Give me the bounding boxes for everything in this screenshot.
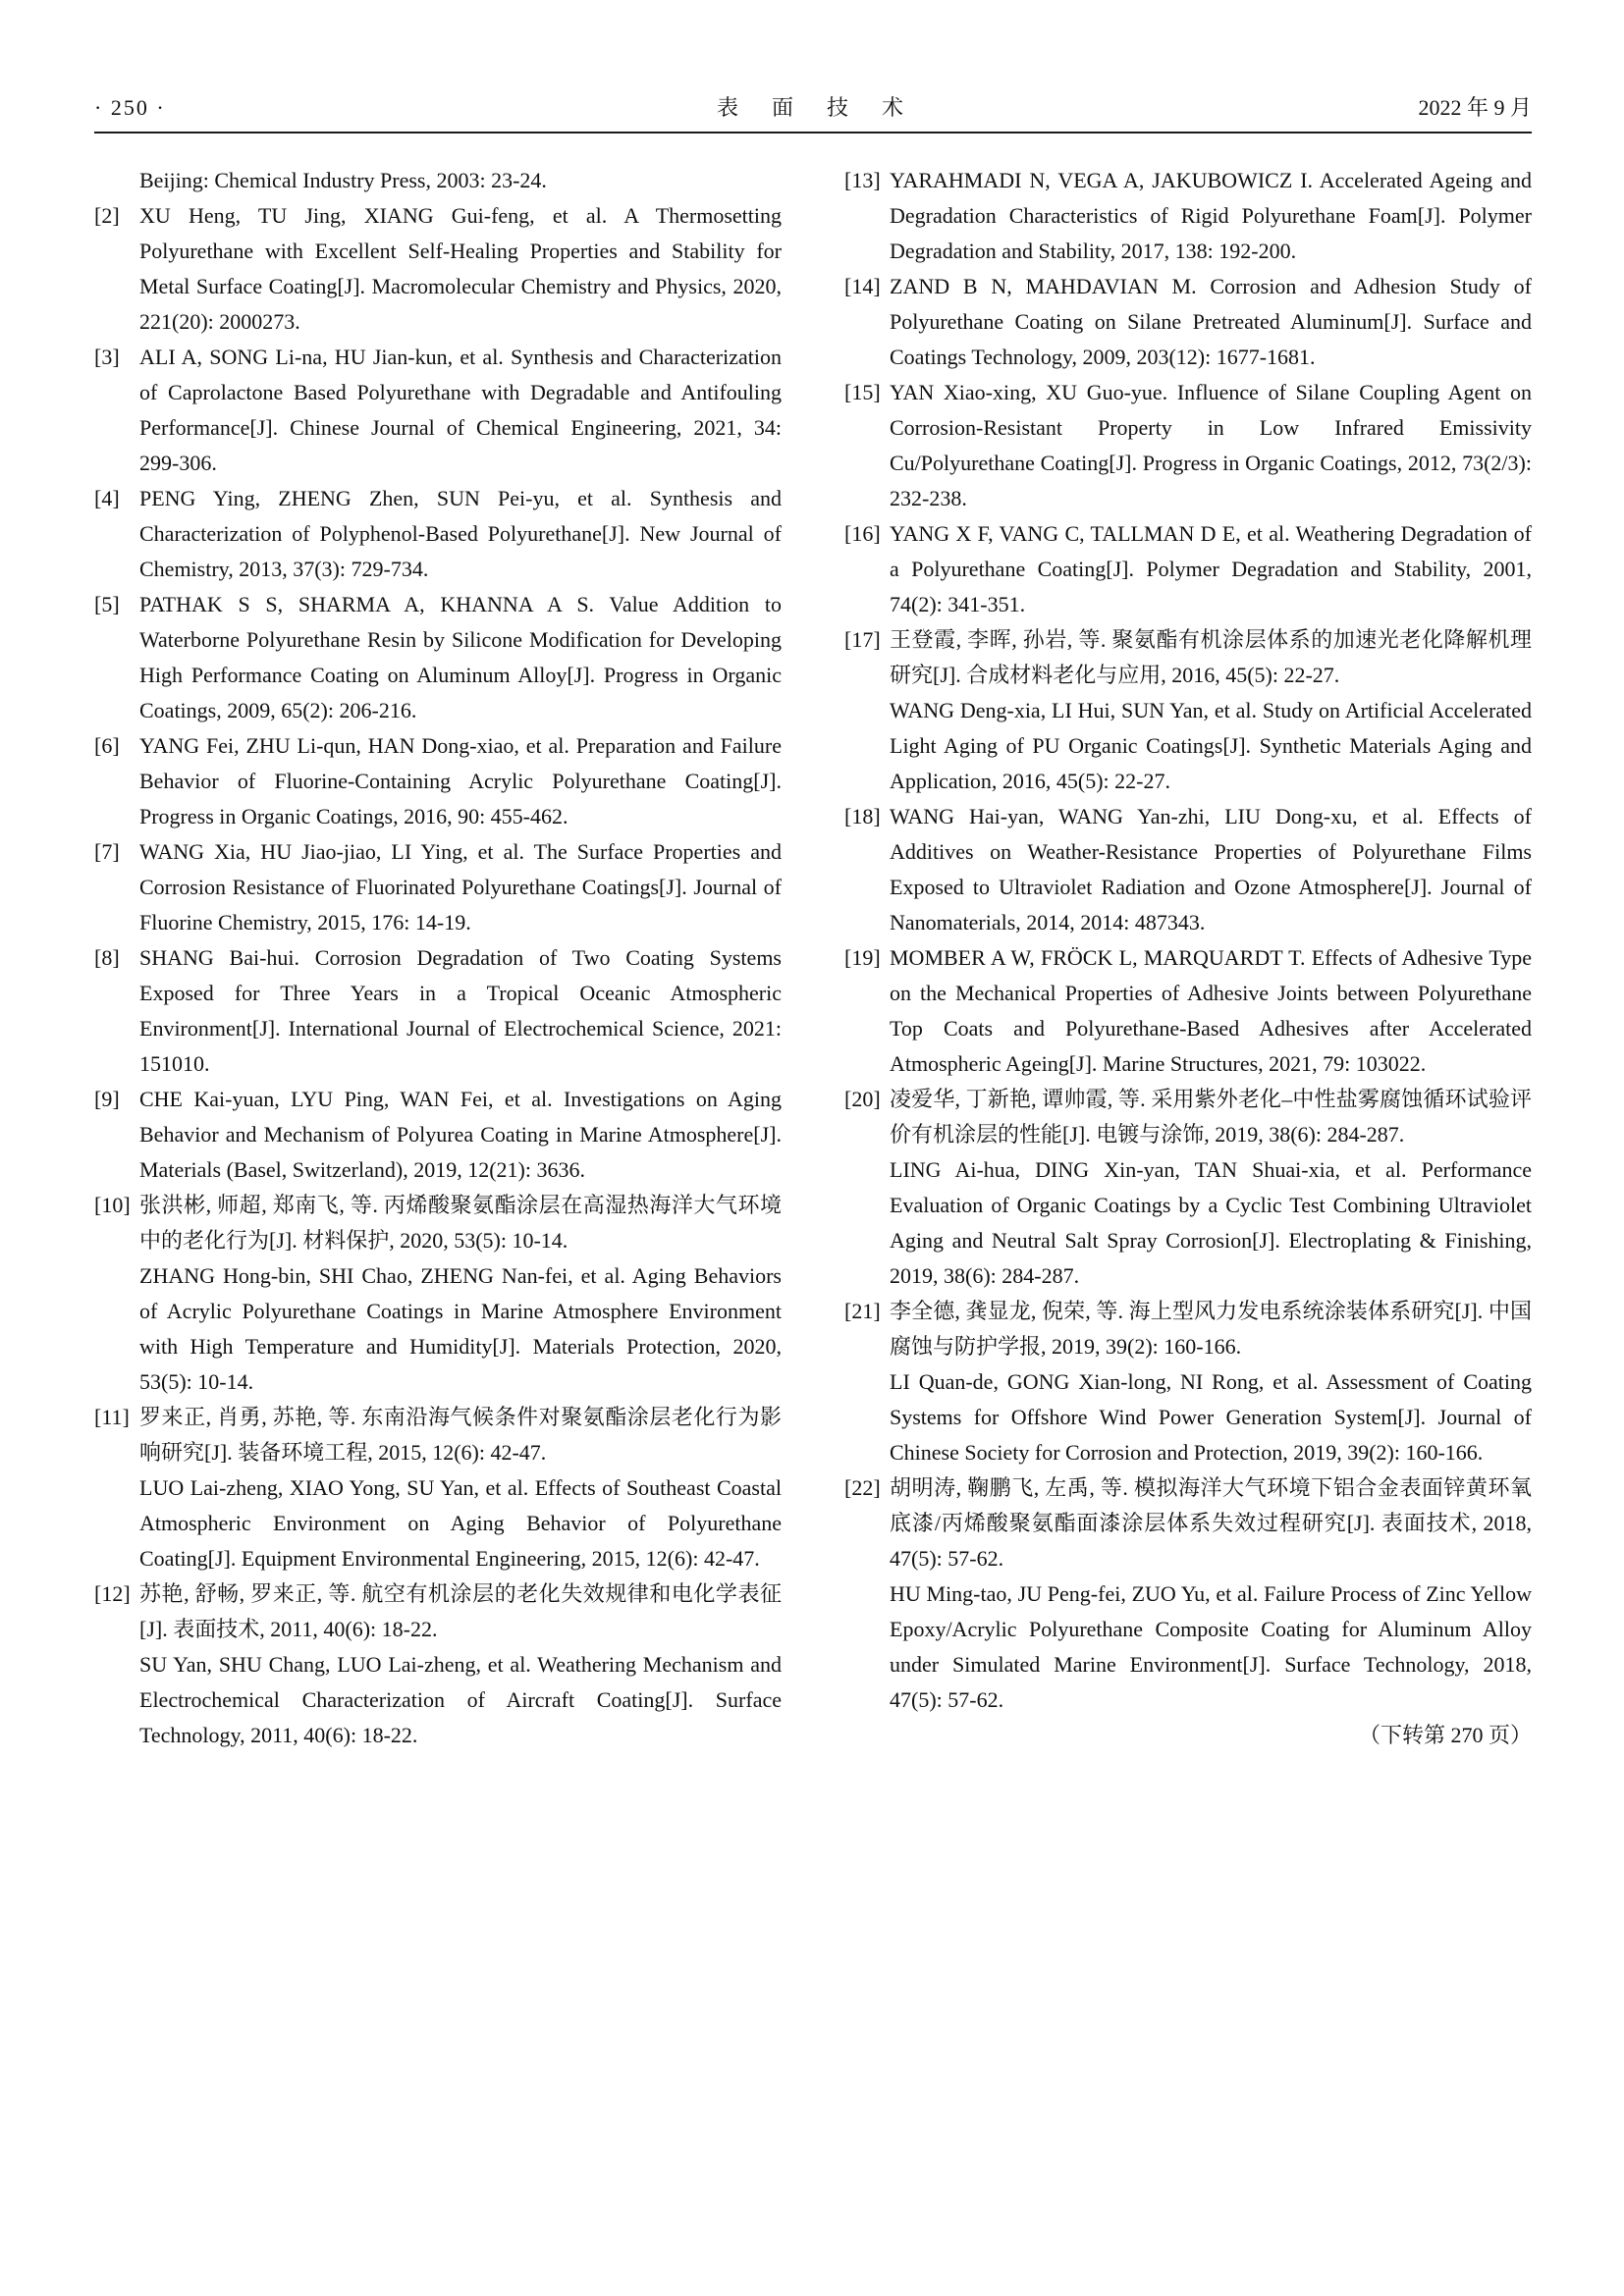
reference-entry bbox=[844, 1294, 1532, 1470]
reference-text: 凌爱华, 丁新艳, 谭帅霞, 等. 采用紫外老化–中性盐雾腐蚀循环试验评价有机涂层的性能[J]. 电镀与涂饰, 2019, 38(6): 284-287. bbox=[890, 1087, 1532, 1147]
reference-entry bbox=[844, 375, 1532, 516]
reference-entry bbox=[94, 1400, 782, 1576]
reference-number: [14] bbox=[844, 274, 881, 298]
reference-text: HU Ming-tao, JU Peng-fei, ZUO Yu, et al. Failure Process of Zinc Yellow Epoxy/Acrylic Polyurethane Composite Coating for Aluminum Alloy under Simulated Marine Environment[J]. Surface Technology, 2018, 47(5): 57-62. bbox=[890, 1581, 1532, 1712]
issue-date: 2022 年 9 月 bbox=[1418, 95, 1532, 120]
reference-number: [7] bbox=[94, 839, 120, 864]
reference-entry bbox=[94, 1576, 782, 1753]
journal-title: 表 面 技 术 bbox=[716, 95, 909, 120]
reference-entry bbox=[844, 516, 1532, 622]
reference-number: [17] bbox=[844, 627, 881, 652]
reference-entry bbox=[844, 269, 1532, 375]
reference-entry bbox=[94, 1188, 782, 1400]
reference-body bbox=[139, 1400, 782, 1576]
reference-body bbox=[139, 940, 782, 1082]
reference-text: LI Quan-de, GONG Xian-long, NI Rong, et al. Assessment of Coating Systems for Offshore Wind Power Generation System[J]. Journal of Chinese Society for Corrosion and Protection, 2019, 39(2): 160-166. bbox=[890, 1369, 1532, 1465]
reference-entry bbox=[94, 1082, 782, 1188]
reference-number: [15] bbox=[844, 380, 881, 404]
reference-text: SU Yan, SHU Chang, LUO Lai-zheng, et al. Weathering Mechanism and Electrochemical Characterization of Aircraft Coating[J]. Surface Technology, 2011, 40(6): 18-22. bbox=[139, 1652, 782, 1747]
reference-number: [3] bbox=[94, 345, 120, 369]
page-header bbox=[94, 94, 1532, 133]
right-column bbox=[844, 163, 1532, 1753]
reference-text: ALI A, SONG Li-na, HU Jian-kun, et al. Synthesis and Characterization of Caprolactone Based Polyurethane with Degradable and Antifouling Performance[J]. Chinese Journal of Chemical Engineering, 2021, 34: 299-306. bbox=[139, 345, 782, 475]
reference-body bbox=[890, 163, 1532, 269]
reference-entry bbox=[844, 622, 1532, 799]
reference-text: YANG X F, VANG C, TALLMAN D E, et al. Weathering Degradation of a Polyurethane Coating[J]. Polymer Degradation and Stability, 2001, 74(2): 341-351. bbox=[890, 521, 1532, 616]
reference-entry bbox=[94, 481, 782, 587]
reference-number: [10] bbox=[94, 1193, 131, 1217]
reference-text: PATHAK S S, SHARMA A, KHANNA A S. Value Addition to Waterborne Polyurethane Resin by Silicone Modification for Developing High Performance Coating on Aluminum Alloy[J]. Progress in Organic Coatings, 2009, 65(2): 206-216. bbox=[139, 592, 782, 722]
page-number: · 250 · bbox=[94, 95, 166, 120]
reference-number: [13] bbox=[844, 168, 881, 192]
reference-body bbox=[139, 834, 782, 940]
reference-number: [2] bbox=[94, 203, 120, 228]
reference-entry bbox=[844, 1082, 1532, 1294]
reference-number: [19] bbox=[844, 945, 881, 970]
reference-text: ZHANG Hong-bin, SHI Chao, ZHENG Nan-fei, et al. Aging Behaviors of Acrylic Polyurethane Coatings in Marine Atmosphere Environment with High Temperature and Humidity[J]. Materials Protection, 2020, 53(5): 10-14. bbox=[139, 1263, 782, 1394]
reference-text: 张洪彬, 师超, 郑南飞, 等. 丙烯酸聚氨酯涂层在高湿热海洋大气环境中的老化行为[J]. 材料保护, 2020, 53(5): 10-14. bbox=[139, 1193, 782, 1253]
reference-text: YARAHMADI N, VEGA A, JAKUBOWICZ I. Accelerated Ageing and Degradation Characteristics of Rigid Polyurethane Foam[J]. Polymer Degradation and Stability, 2017, 138: 192-200. bbox=[890, 168, 1532, 263]
reference-body bbox=[890, 516, 1532, 622]
reference-text: WANG Deng-xia, LI Hui, SUN Yan, et al. Study on Artificial Accelerated Light Aging of PU Organic Coatings[J]. Synthetic Materials Aging and Application, 2016, 45(5): 22-27. bbox=[890, 698, 1532, 793]
reference-text: Beijing: Chemical Industry Press, 2003: 23-24. bbox=[139, 168, 547, 192]
reference-text: PENG Ying, ZHENG Zhen, SUN Pei-yu, et al. Synthesis and Characterization of Polyphenol-Based Polyurethane[J]. New Journal of Chemistry, 2013, 37(3): 729-734. bbox=[139, 486, 782, 581]
reference-number: [18] bbox=[844, 804, 881, 828]
reference-text: WANG Hai-yan, WANG Yan-zhi, LIU Dong-xu, et al. Effects of Additives on Weather-Resistance Properties of Polyurethane Films Exposed to Ultraviolet Radiation and Ozone Atmosphere[J]. Journal of Nanomaterials, 2014, 2014: 487343. bbox=[890, 804, 1532, 934]
reference-text: 王登霞, 李晖, 孙岩, 等. 聚氨酯有机涂层体系的加速光老化降解机理研究[J]. 合成材料老化与应用, 2016, 45(5): 22-27. bbox=[890, 627, 1532, 687]
reference-body bbox=[139, 198, 782, 340]
reference-entry bbox=[94, 834, 782, 940]
reference-number: [22] bbox=[844, 1475, 881, 1500]
reference-body bbox=[139, 340, 782, 481]
reference-number: [21] bbox=[844, 1299, 881, 1323]
reference-body bbox=[890, 375, 1532, 516]
reference-number: [8] bbox=[94, 945, 120, 970]
reference-text: 李全德, 龚显龙, 倪荣, 等. 海上型风力发电系统涂装体系研究[J]. 中国腐蚀与防护学报, 2019, 39(2): 160-166. bbox=[890, 1299, 1532, 1359]
reference-body bbox=[139, 1082, 782, 1188]
reference-body bbox=[890, 1082, 1532, 1294]
reference-body bbox=[890, 799, 1532, 940]
reference-text: LUO Lai-zheng, XIAO Yong, SU Yan, et al. Effects of Southeast Coastal Atmospheric Environment on Aging Behavior of Polyurethane Coating[J]. Equipment Environmental Engineering, 2015, 12(6): 42-47. bbox=[139, 1475, 782, 1571]
reference-number: [16] bbox=[844, 521, 881, 546]
reference-entry bbox=[844, 1470, 1532, 1718]
left-column-references bbox=[94, 163, 782, 1753]
reference-body bbox=[139, 1576, 782, 1753]
reference-entry bbox=[94, 940, 782, 1082]
reference-text: SHANG Bai-hui. Corrosion Degradation of Two Coating Systems Exposed for Three Years in a Tropical Oceanic Atmospheric Environment[J]. International Journal of Electrochemical Science, 2021: 151010. bbox=[139, 945, 782, 1076]
references-section bbox=[94, 163, 1532, 1753]
reference-entry bbox=[94, 587, 782, 728]
reference-entry bbox=[94, 728, 782, 834]
reference-text: ZAND B N, MAHDAVIAN M. Corrosion and Adhesion Study of Polyurethane Coating on Silane Pretreated Aluminum[J]. Surface and Coatings Technology, 2009, 203(12): 1677-1681. bbox=[890, 274, 1532, 369]
reference-entry bbox=[94, 163, 782, 198]
reference-entry bbox=[94, 340, 782, 481]
reference-text: 胡明涛, 鞠鹏飞, 左禹, 等. 模拟海洋大气环境下铝合金表面锌黄环氧底漆/丙烯酸聚氨酯面漆涂层体系失效过程研究[J]. 表面技术, 2018, 47(5): 57-62. bbox=[890, 1475, 1532, 1571]
reference-text: YAN Xiao-xing, XU Guo-yue. Influence of Silane Coupling Agent on Corrosion-Resistant Property in Low Infrared Emissivity Cu/Polyurethane Coating[J]. Progress in Organic Coatings, 2012, 73(2/3): 232-238. bbox=[890, 380, 1532, 510]
reference-number: [11] bbox=[94, 1405, 130, 1429]
reference-number bbox=[94, 163, 139, 198]
reference-number: [5] bbox=[94, 592, 120, 616]
reference-entry bbox=[844, 799, 1532, 940]
reference-body bbox=[139, 587, 782, 728]
right-column-references bbox=[844, 163, 1532, 1718]
reference-number: [12] bbox=[94, 1581, 131, 1606]
reference-text: WANG Xia, HU Jiao-jiao, LI Ying, et al. The Surface Properties and Corrosion Resistance of Fluorinated Polyurethane Coatings[J]. Journal of Fluorine Chemistry, 2015, 176: 14-19. bbox=[139, 839, 782, 934]
reference-body bbox=[890, 269, 1532, 375]
reference-body bbox=[890, 1470, 1532, 1718]
left-column bbox=[94, 163, 782, 1753]
reference-text: 罗来正, 肖勇, 苏艳, 等. 东南沿海气候条件对聚氨酯涂层老化行为影响研究[J]. 装备环境工程, 2015, 12(6): 42-47. bbox=[139, 1405, 782, 1465]
reference-text: LING Ai-hua, DING Xin-yan, TAN Shuai-xia, et al. Performance Evaluation of Organic Coatings by a Cyclic Test Combining Ultraviolet Aging and Neutral Salt Spray Corrosion[J]. Electroplating & Finishing, 2019, 38(6): 284-287. bbox=[890, 1157, 1532, 1288]
reference-body bbox=[139, 163, 782, 198]
reference-body bbox=[139, 481, 782, 587]
reference-body bbox=[890, 1294, 1532, 1470]
reference-entry bbox=[94, 198, 782, 340]
reference-body bbox=[890, 622, 1532, 799]
reference-number: [9] bbox=[94, 1087, 120, 1111]
reference-entry bbox=[844, 163, 1532, 269]
reference-number: [6] bbox=[94, 733, 120, 758]
reference-entry bbox=[844, 940, 1532, 1082]
continued-on-page-note: （下转第 270 页） bbox=[1358, 1723, 1532, 1747]
reference-body bbox=[139, 728, 782, 834]
reference-body bbox=[890, 940, 1532, 1082]
reference-text: YANG Fei, ZHU Li-qun, HAN Dong-xiao, et al. Preparation and Failure Behavior of Fluorine-Containing Acrylic Polyurethane Coating[J]. Progress in Organic Coatings, 2016, 90: 455-462. bbox=[139, 733, 782, 828]
reference-number: [20] bbox=[844, 1087, 881, 1111]
reference-text: CHE Kai-yuan, LYU Ping, WAN Fei, et al. Investigations on Aging Behavior and Mechanism of Polyurea Coating in Marine Atmosphere[J]. Materials (Basel, Switzerland), 2019, 12(21): 3636. bbox=[139, 1087, 782, 1182]
reference-text: XU Heng, TU Jing, XIANG Gui-feng, et al. A Thermosetting Polyurethane with Excellent Self-Healing Properties and Stability for Metal Surface Coating[J]. Macromolecular Chemistry and Physics, 2020, 221(20): 2000273. bbox=[139, 203, 782, 334]
reference-text: 苏艳, 舒畅, 罗来正, 等. 航空有机涂层的老化失效规律和电化学表征[J]. 表面技术, 2011, 40(6): 18-22. bbox=[139, 1581, 782, 1641]
reference-body bbox=[139, 1188, 782, 1400]
reference-text: MOMBER A W, FRÖCK L, MARQUARDT T. Effects of Adhesive Type on the Mechanical Properties of Adhesive Joints between Polyurethane Top Coats and Polyurethane-Based Adhesives after Accelerated Atmospheric Ageing[J]. Marine Structures, 2021, 79: 103022. bbox=[890, 945, 1532, 1076]
reference-number: [4] bbox=[94, 486, 120, 510]
